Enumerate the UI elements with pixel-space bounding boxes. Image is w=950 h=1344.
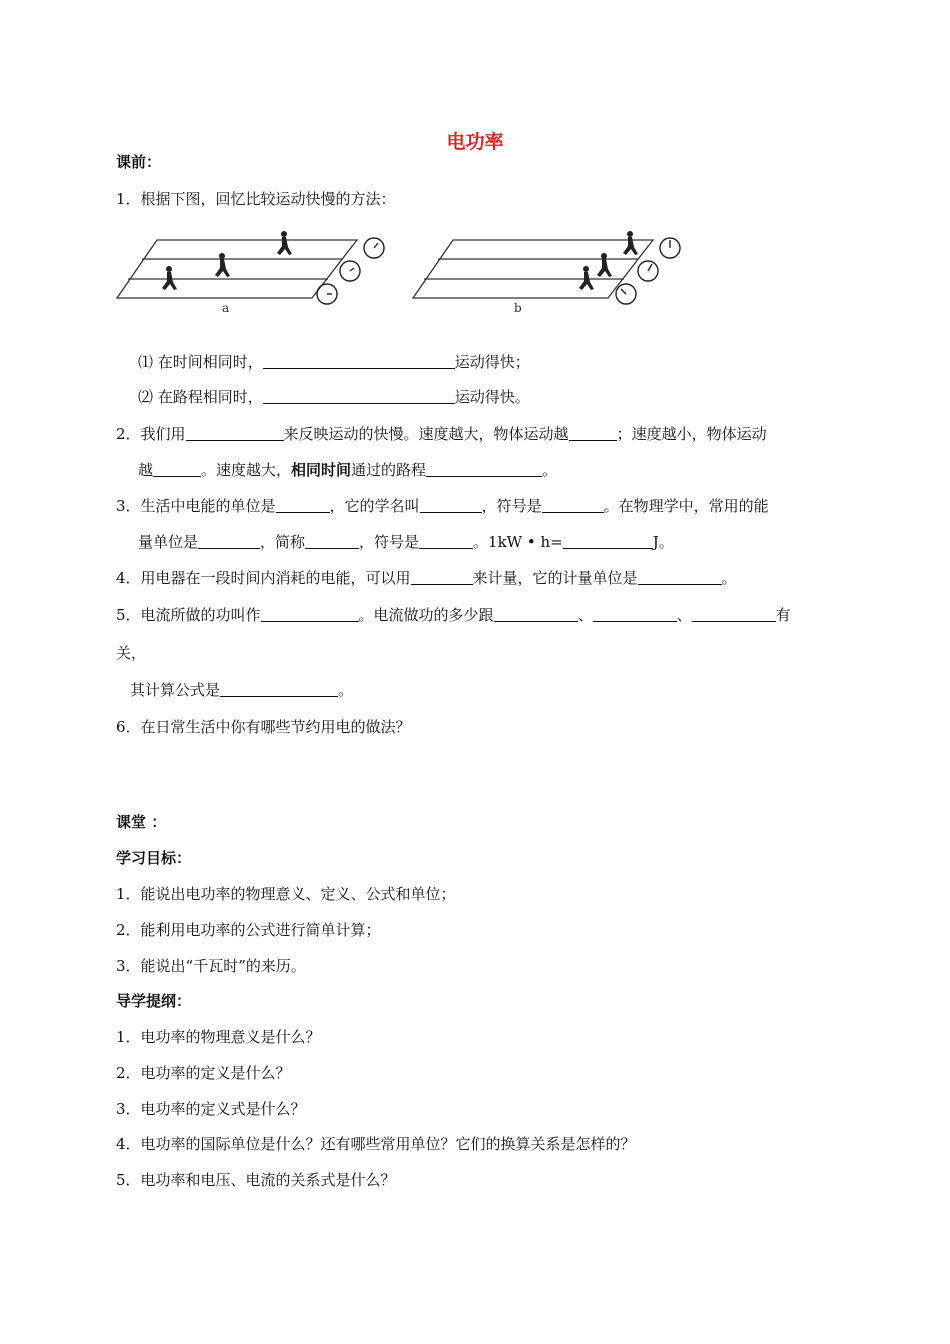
in-class-heading: 课堂 ： — [116, 813, 167, 831]
answer-blank[interactable] — [261, 606, 359, 622]
question-1-sub-2 — [138, 387, 530, 407]
answer-blank[interactable] — [563, 533, 653, 549]
answer-blank[interactable] — [411, 569, 473, 585]
q3-text: 。在物理学中，常用的能 — [603, 497, 769, 515]
q2-bold-text: 相同时间 — [291, 461, 352, 479]
outline-item: 5．电功率和电压、电流的关系式是什么？ — [116, 1171, 396, 1189]
question-3-line-1 — [116, 496, 769, 516]
answer-blank[interactable] — [305, 533, 359, 549]
question-2-line-2 — [138, 460, 557, 480]
answer-blank[interactable] — [569, 425, 617, 441]
question-3-line-2 — [138, 532, 674, 552]
q5-text: 、 — [676, 606, 692, 624]
page-title: 电功率 — [446, 131, 504, 153]
q4-text: 来计量，它的计量单位是 — [472, 569, 638, 587]
goal-item: 2．能利用电功率的公式进行简单计算； — [116, 921, 381, 939]
answer-blank[interactable] — [638, 569, 722, 585]
question-1: 1．根据下图，回忆比较运动快慢的方法： — [116, 190, 396, 208]
q2-text: 来反映运动的快慢。速度越大，物体运动越 — [283, 425, 569, 443]
outline-item: 1．电功率的物理意义是什么？ — [116, 1028, 321, 1046]
q3-text: ，符号是 — [359, 533, 420, 551]
figure-b-label: b — [514, 301, 522, 315]
answer-blank[interactable] — [542, 497, 604, 513]
answer-blank[interactable] — [276, 497, 330, 513]
answer-blank[interactable] — [419, 533, 473, 549]
q3-text: 量单位是 — [138, 533, 199, 551]
answer-blank[interactable] — [263, 353, 455, 369]
goal-item: 3．能说出“千瓦时”的来历。 — [116, 957, 306, 975]
question-4 — [116, 568, 737, 588]
q5-text: 。 — [338, 681, 354, 699]
q5-text: 、 — [577, 606, 593, 624]
question-2-line-1 — [116, 424, 767, 444]
sub-1-prefix: ⑴ 在时间相同时， — [138, 353, 263, 371]
q3-text: 3．生活中电能的单位是 — [116, 497, 276, 515]
outline-item: 2．电功率的定义是什么？ — [116, 1064, 291, 1082]
answer-blank[interactable] — [426, 461, 542, 477]
q4-text: 4．用电器在一段时间内消耗的电能，可以用 — [116, 569, 411, 587]
question-6: 6．在日常生活中你有哪些节约用电的做法？ — [116, 718, 411, 736]
q2-text: 2．我们用 — [116, 425, 186, 443]
q2-text: 通过的路程 — [351, 461, 427, 479]
q2-text: 。速度越大， — [201, 461, 292, 479]
q2-text: 。 — [542, 461, 558, 479]
answer-blank[interactable] — [593, 606, 677, 622]
q5-text: 有 — [775, 606, 791, 624]
q5-text: 5．电流所做的功叫作 — [116, 606, 261, 624]
question-1-sub-1 — [138, 352, 530, 372]
goals-heading: 学习目标： — [116, 849, 192, 867]
q2-text: 越 — [138, 461, 154, 479]
goal-item: 1．能说出电功率的物理意义、定义、公式和单位； — [116, 885, 456, 903]
q3-text: ，它的学名叫 — [329, 497, 420, 515]
answer-blank[interactable] — [692, 606, 776, 622]
q3-text: 。1kW • h= — [473, 533, 563, 551]
answer-blank[interactable] — [263, 388, 455, 404]
answer-blank[interactable] — [186, 425, 284, 441]
answer-blank[interactable] — [494, 606, 578, 622]
outline-item: 3．电功率的定义式是什么？ — [116, 1100, 306, 1118]
outline-item: 4．电功率的国际单位是什么？还有哪些常用单位？它们的换算关系是怎样的？ — [116, 1135, 636, 1153]
q2-text: ；速度越小，物体运动 — [616, 425, 767, 443]
q5-text: 。电流做功的多少跟 — [358, 606, 494, 624]
race-figure-b — [408, 228, 698, 318]
race-figure-a — [112, 228, 402, 318]
pre-class-heading: 课前： — [116, 153, 162, 171]
question-5-line-1 — [116, 605, 791, 625]
sub-1-suffix: 运动得快； — [454, 353, 530, 371]
answer-blank[interactable] — [153, 461, 201, 477]
answer-blank[interactable] — [420, 497, 482, 513]
stopwatch-icon — [616, 238, 680, 304]
q5-text: 其计算公式是 — [130, 681, 221, 699]
answer-blank[interactable] — [198, 533, 260, 549]
q3-text: ，简称 — [260, 533, 306, 551]
sub-2-prefix: ⑵ 在路程相同时， — [138, 388, 263, 406]
q3-text: J。 — [652, 533, 674, 551]
sub-2-suffix: 运动得快。 — [454, 388, 530, 406]
q4-text: 。 — [721, 569, 737, 587]
answer-blank[interactable] — [220, 681, 338, 697]
q3-text: ，符号是 — [481, 497, 542, 515]
figure-a-label: a — [222, 301, 230, 315]
question-5-line-3 — [130, 680, 353, 700]
outline-heading: 导学提纲： — [116, 992, 192, 1010]
question-5-line-2: 关， — [116, 644, 147, 662]
